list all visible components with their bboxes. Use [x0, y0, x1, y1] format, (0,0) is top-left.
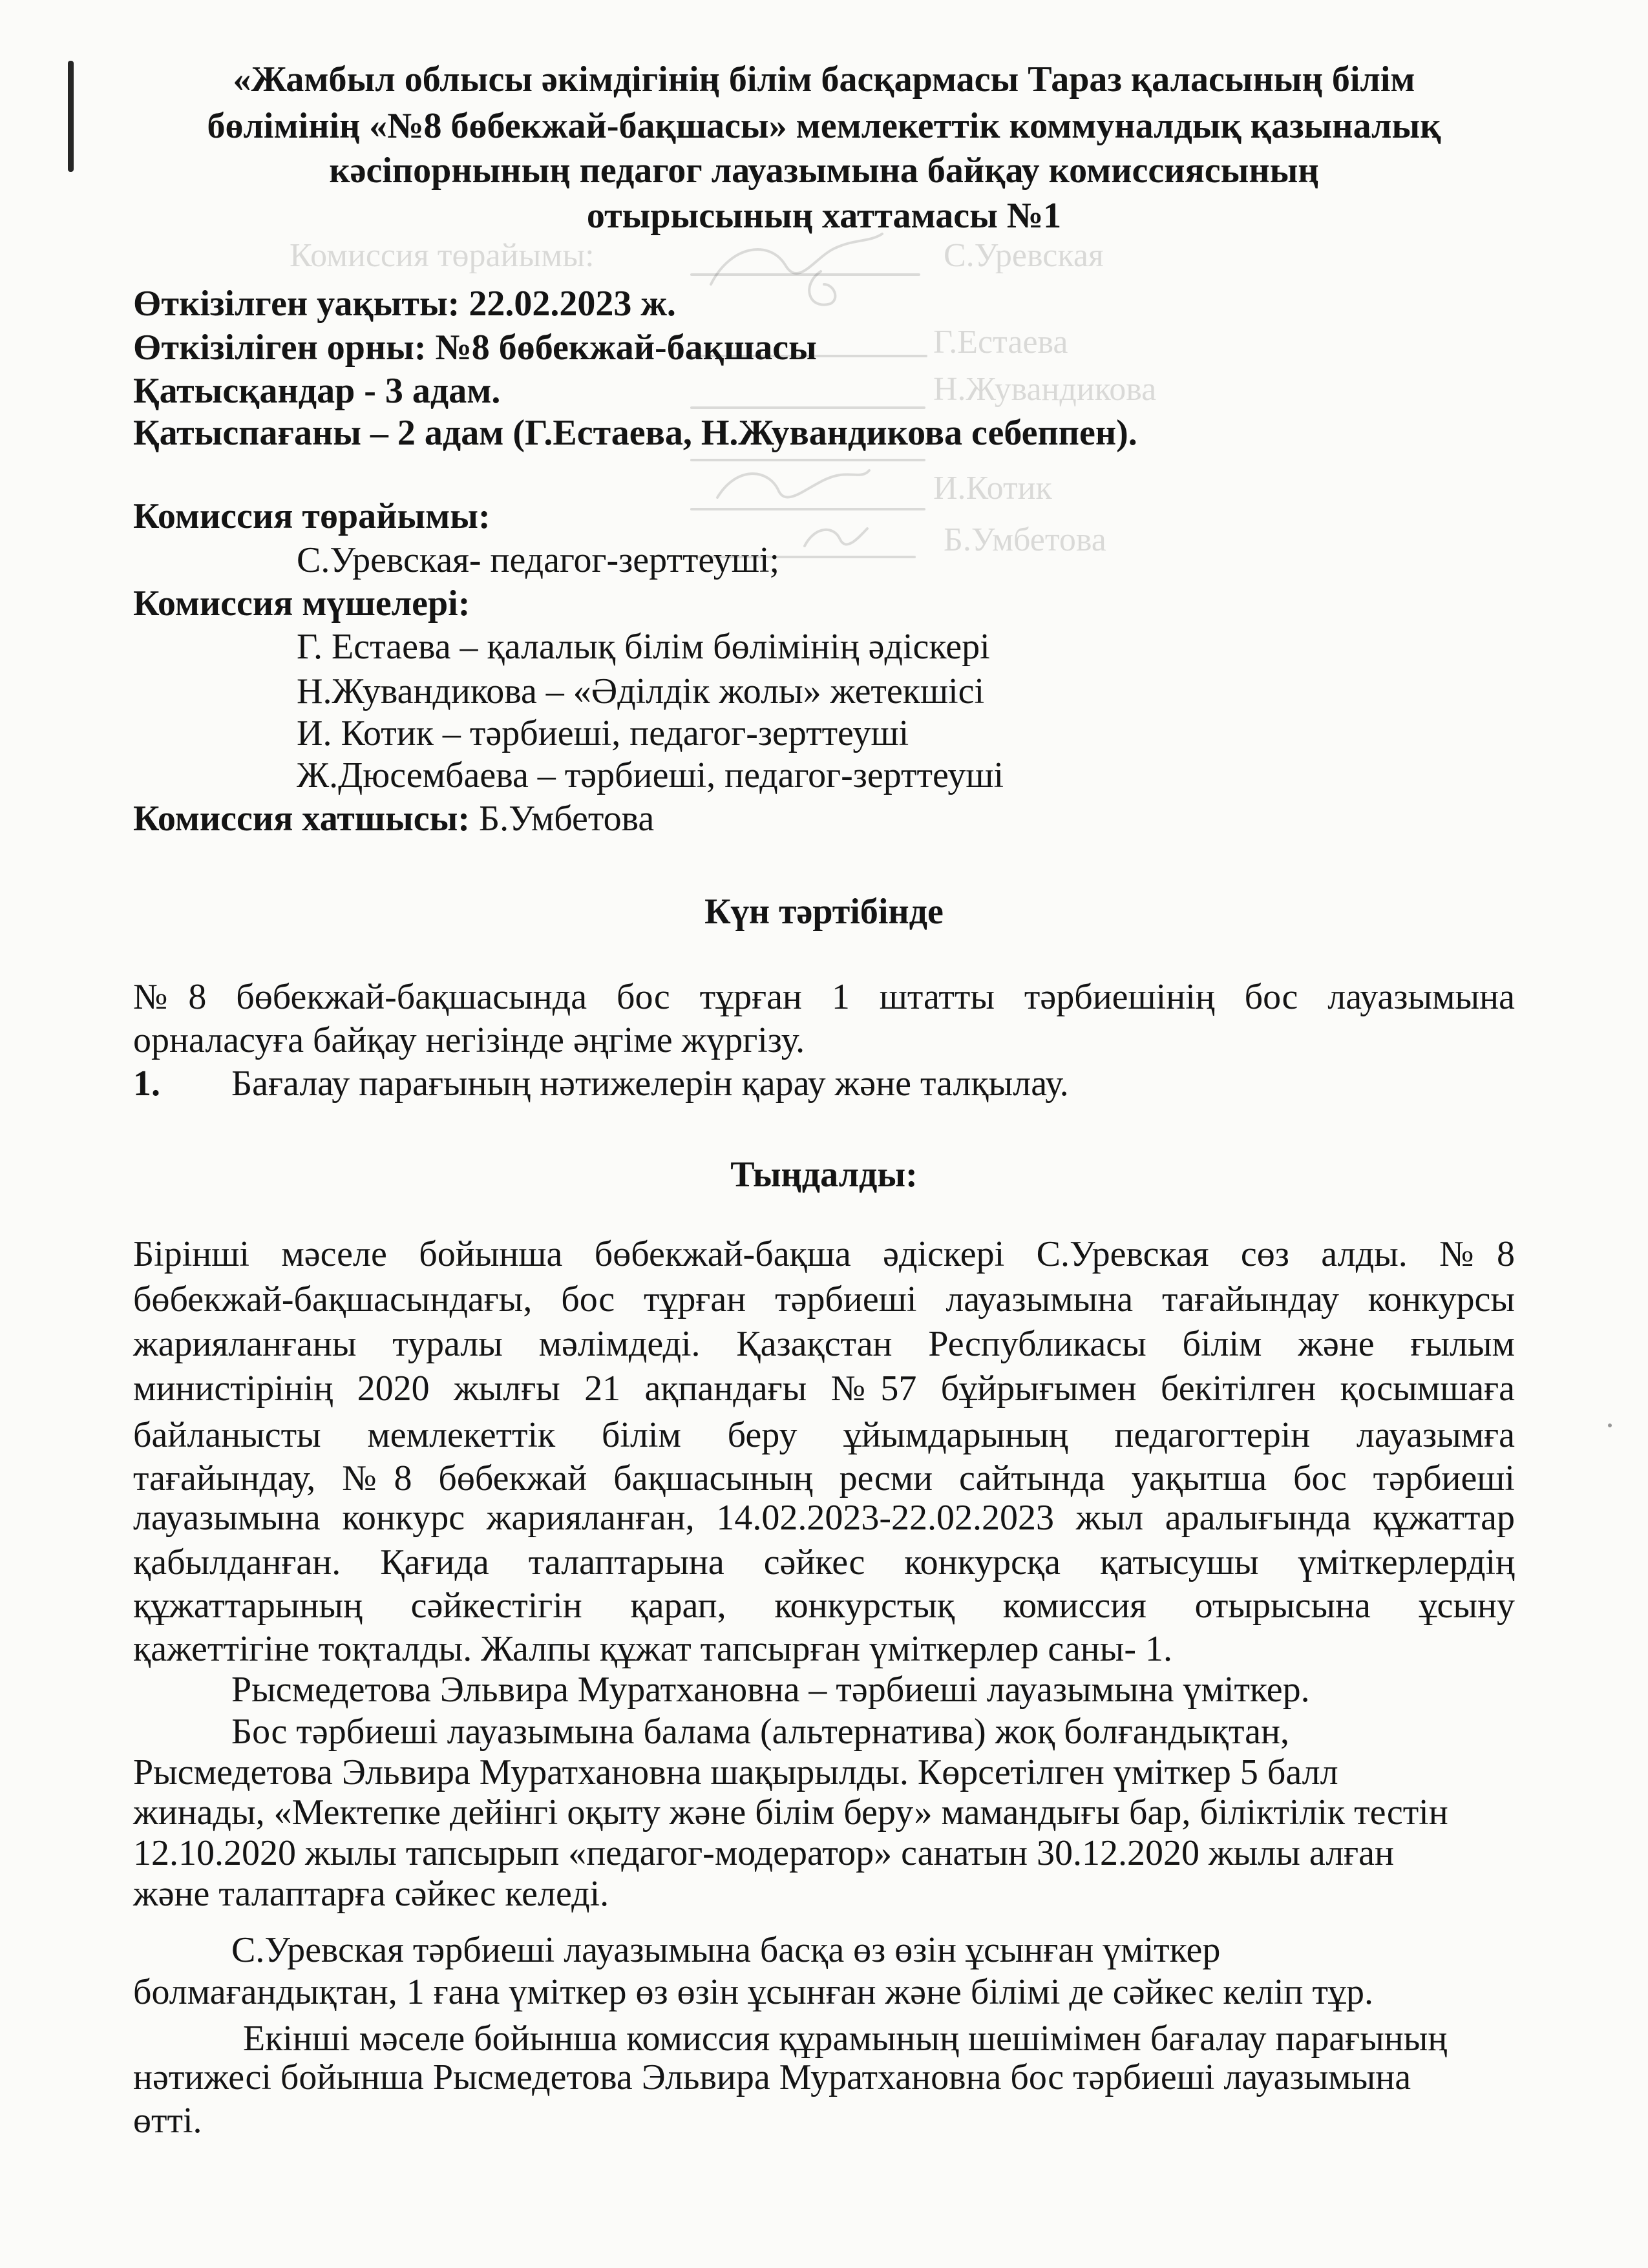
agenda-intro-line: орналасуға байқау негізінде әңгіме жүргізу.	[133, 1020, 805, 1060]
absentees: Қатыспағаны – 2 адам (Г.Естаева, Н.Жувандикова себеппен).	[133, 413, 1137, 453]
commission-secretary-row	[133, 797, 654, 840]
commission-member: Н.Жувандикова – «Әділдік жолы» жетекшісі	[297, 671, 985, 711]
paragraph-line: байланысты мемлекеттік білім беру ұйымдарының педагогтерін лауазымға	[133, 1415, 1515, 1455]
paragraph-line: жинады, «Мектепке дейінгі оқыту және білім беру» мамандығы бар, біліктілік тестін	[133, 1792, 1448, 1832]
document-title-line: «Жамбыл облысы әкімдігінің білім басқармасы Тараз қаласының білім	[233, 59, 1415, 100]
agenda-item-text: Бағалау парағының нәтижелерін қарау және талқылау.	[231, 1064, 1069, 1104]
paragraph-line: Екінші мәселе бойынша комиссия құрамының шешімімен бағалау парағының	[243, 2019, 1448, 2059]
signature-scribble	[805, 529, 867, 546]
paragraph-line: бөбекжай-бақшасындағы, бос тұрған тәрбиеші лауазымына тағайындау конкурсы	[133, 1279, 1515, 1319]
scan-edge-mark	[68, 61, 74, 172]
paragraph-line: өтті.	[133, 2101, 202, 2141]
paragraph-line: С.Уревская тәрбиеші лауазымына басқа өз өзін ұсынған үміткер	[231, 1930, 1221, 1970]
candidate-line: Рысмедетова Эльвира Муратхановна – тәрбиеші лауазымына үміткер.	[231, 1670, 1310, 1710]
signature-scribble	[717, 470, 869, 498]
agenda-heading: Күн тәртібінде	[704, 892, 944, 932]
bleed-through-name: Н.Жувандикова	[933, 371, 1157, 408]
heard-heading: Тыңдалды:	[730, 1155, 918, 1195]
commission-members-label: Комиссия мүшелері:	[133, 583, 470, 624]
paragraph-line: Рысмедетова Эльвира Муратхановна шақырылды. Көрсетілген үміткер 5 балл	[133, 1752, 1338, 1792]
commission-secretary-name: Б.Умбетова	[478, 799, 655, 839]
commission-member: Ж.Дюсембаева – тәрбиеші, педагог-зерттеуші	[297, 755, 1004, 795]
commission-chair-label: Комиссия төрайымы:	[133, 496, 491, 536]
bleed-through-name: С.Уревская	[944, 237, 1104, 274]
agenda-item-number: 1.	[133, 1064, 160, 1104]
signature-scribble	[711, 234, 882, 284]
paragraph-line: және талаптарға сәйкес келеді.	[133, 1874, 609, 1914]
document-title-line: бөлімінің «№8 бөбекжай-бақшасы» мемлекеттік коммуналдық қазыналық	[207, 106, 1441, 146]
agenda-item	[133, 1062, 1069, 1105]
paragraph-line: қажеттігіне тоқталды. Жалпы құжат тапсырған үміткерлер саны- 1.	[133, 1629, 1173, 1669]
paragraph-line: құжаттарының сәйкестігін қарап, конкурстық комиссия отырысына ұсыну	[133, 1586, 1515, 1626]
commission-secretary-label: Комиссия хатшысы:	[133, 799, 470, 839]
signature-scribble	[809, 271, 835, 305]
paragraph-line: болмағандықтан, 1 ғана үміткер өз өзін ұсынған және білімі де сәйкес келіп тұр.	[133, 1972, 1373, 2012]
bleed-through-name: Б.Умбетова	[944, 521, 1106, 558]
bleed-through-chair-label: Комиссия төрайымы:	[290, 237, 595, 274]
paragraph-line: лауазымына конкурс жарияланған, 14.02.2023-22.02.2023 жыл аралығында құжаттар	[133, 1498, 1515, 1538]
attendees-count: Қатысқандар - 3 адам.	[133, 371, 501, 411]
paragraph-line: жарияланғаны туралы мәлімдеді. Қазақстан Республикасы білім және ғылым	[133, 1324, 1515, 1364]
paragraph-line: тағайындау, №8 бөбекжай бақшасының ресми сайтында уақытша бос тәрбиеші	[133, 1458, 1515, 1498]
paragraph-line: Бос тәрбиеші лауазымына балама (альтернатива) жоқ болғандықтан,	[231, 1712, 1289, 1752]
meeting-date: Өткізілген уақыты: 22.02.2023 ж.	[133, 284, 676, 324]
commission-chair: С.Уревская- педагог-зерттеуші;	[297, 540, 780, 580]
paragraph-line: Бірінші мәселе бойынша бөбекжай-бақша әдіскері С.Уревская сөз алды. №8	[133, 1234, 1515, 1274]
document-title-line: кәсіпорнының педагог лауазымына байқау комиссиясының	[329, 151, 1319, 191]
scan-speck	[1608, 1423, 1612, 1427]
bleed-through-name: И.Котик	[933, 470, 1052, 507]
agenda-intro-line: №8 бөбекжай-бақшасында бос тұрған 1 штатты тәрбиешінің бос лауазымына	[133, 977, 1515, 1017]
document-title-line: отырысының хаттамасы №1	[586, 196, 1062, 236]
paragraph-line: министірінің 2020 жылғы 21 ақпандағы №57 бұйрығымен бекітілген қосымшаға	[133, 1369, 1515, 1409]
paragraph-line: қабылданған. Қағида талаптарына сәйкес конкурсқа қатысушы үміткерлердің	[133, 1542, 1515, 1582]
bleed-through-name: Г.Естаева	[933, 324, 1068, 361]
commission-member: И. Котик – тәрбиеші, педагог-зерттеуші	[297, 713, 909, 753]
meeting-place: Өткізіліген орны: №8 бөбекжай-бақшасы	[133, 328, 817, 368]
paragraph-line: 12.10.2020 жылы тапсырып «педагог-модератор» санатын 30.12.2020 жылы алған	[133, 1833, 1394, 1873]
paragraph-line: нәтижесі бойынша Рысмедетова Эльвира Муратхановна бос тәрбиеші лауазымына	[133, 2057, 1411, 2097]
commission-member: Г. Естаева – қалалық білім бөлімінің әдіскері	[297, 627, 990, 667]
